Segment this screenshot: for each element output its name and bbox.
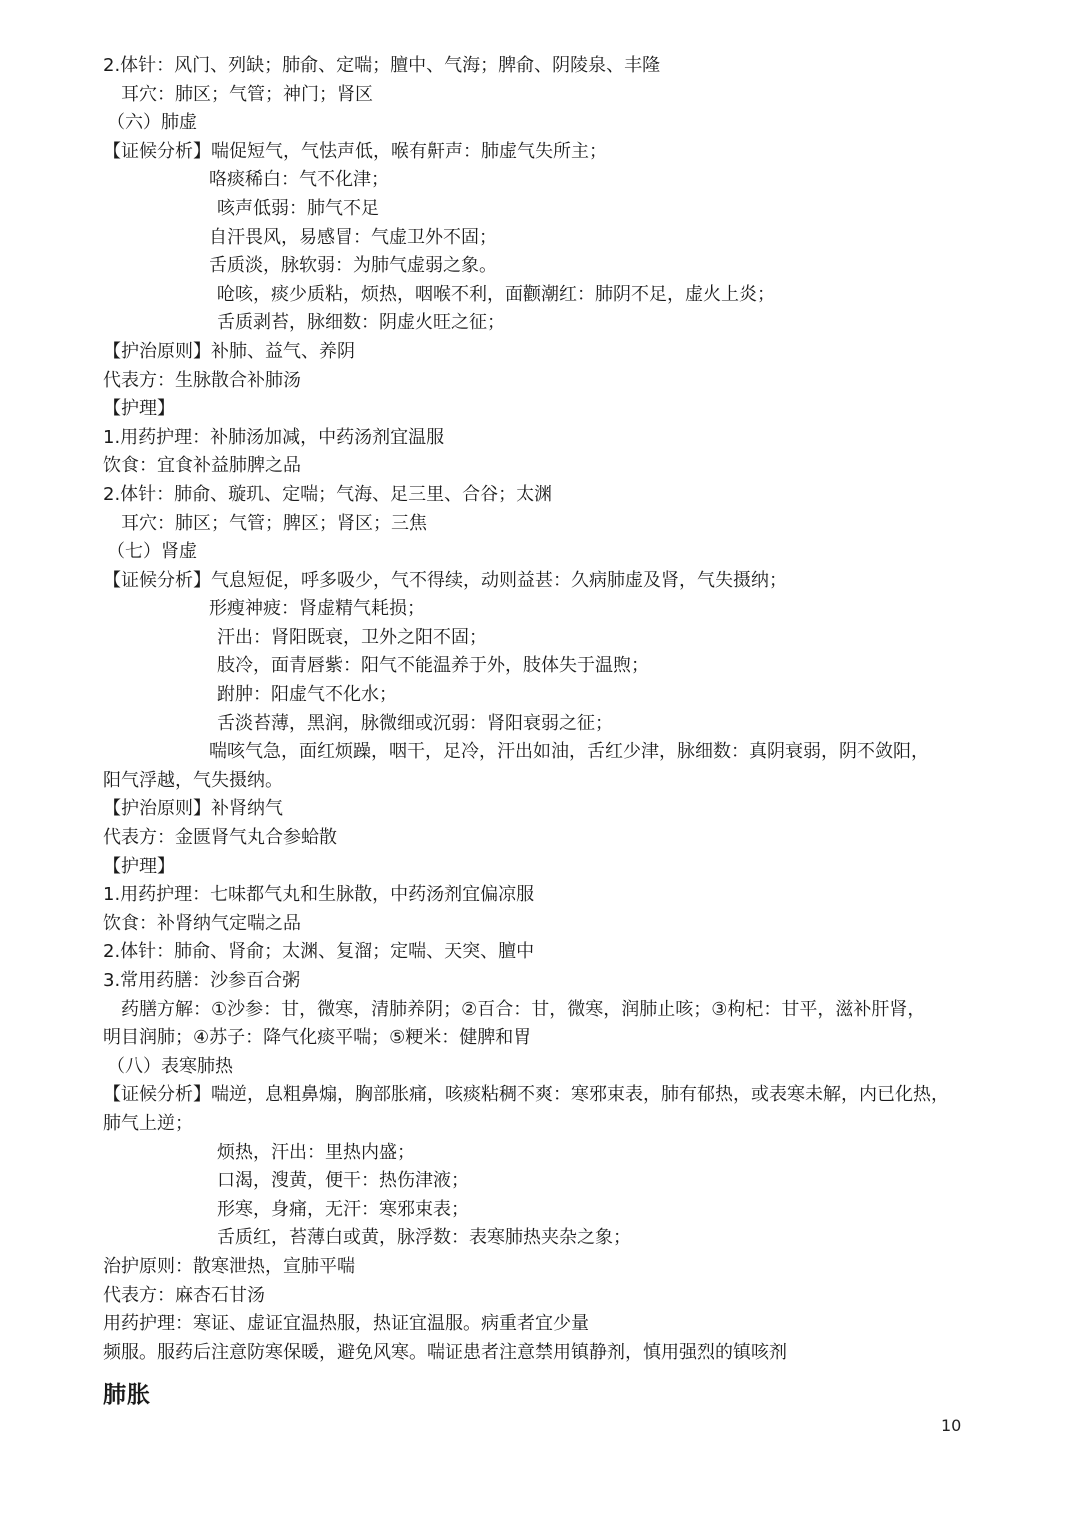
text-line: 跗肿：阳虚气不化水； [217,684,397,706]
text-line: 饮食：补肾纳气定喘之品 [103,912,301,934]
text-line: 饮食：宜食补益肺脾之品 [103,455,301,477]
text-line: 【护理】 [103,855,175,877]
subsection-title: （七）肾虚 [107,541,197,563]
text-line: 咯痰稀白：气不化津； [209,169,389,191]
text-line: 2.体针：肺俞、肾俞；太渊、复溜；定喘、天突、膻中 [103,941,535,963]
text-line: 代表方：麻杏石甘汤 [103,1284,265,1306]
text-line: 1.用药护理：补肺汤加减，中药汤剂宜温服 [103,426,445,448]
text-line: 呛咳，痰少质粘，烦热，咽喉不利，面颧潮红：肺阴不足，虚火上炎； [217,283,775,305]
page-number: 10 [941,1416,962,1435]
subsection-title: （八）表寒肺热 [107,1055,233,1077]
text-line: 舌淡苔薄，黑润，脉微细或沉弱：肾阳衰弱之征； [217,712,613,734]
text-line: 用药护理：寒证、虚证宜温热服，热证宜温服。病重者宜少量 [103,1313,589,1335]
text-line: 汗出：肾阳既衰，卫外之阳不固； [217,626,487,648]
section-heading: 肺胀 [103,1382,151,1408]
text-line: 舌质红，苔薄白或黄，脉浮数：表寒肺热夹杂之象； [217,1227,631,1249]
text-line: 1.用药护理：七味都气丸和生脉散，中药汤剂宜偏凉服 [103,884,535,906]
text-line: 药膳方解：①沙参：甘，微寒，清肺养阴；②百合：甘，微寒，润肺止咳；③枸杞：甘平，滋补肝肾， [121,998,926,1020]
text-line: 【护理】 [103,398,175,420]
text-line: 形瘦神疲：肾虚精气耗损； [209,598,425,620]
text-line: 3.常用药膳：沙参百合粥 [103,970,301,991]
text-line: 耳穴：肺区；气管；神门；肾区 [121,83,373,105]
text-line: 2.体针：风门、列缺；肺俞、定喘；膻中、气海；脾俞、阴陵泉、丰隆 [103,55,661,76]
text-line: 2.体针：肺俞、璇玑、定喘；气海、足三里、合谷；太渊 [103,483,553,505]
text-line: 咳声低弱：肺气不足 [217,197,379,219]
text-line: 【证候分析】喘逆，息粗鼻煽，胸部胀痛，咳痰粘稠不爽：寒邪束表，肺有郁热，或表寒未解，内已化热， [103,1084,949,1106]
text-line: 频服。服药后注意防寒保暖，避免风寒。喘证患者注意禁用镇静剂，慎用强烈的镇咳剂 [103,1341,787,1363]
text-line: 明目润肺；④苏子：降气化痰平喘；⑤粳米：健脾和胃 [103,1027,532,1049]
text-line: 【证候分析】气息短促，呼多吸少，气不得续，动则益甚：久病肺虚及肾，气失摄纳； [103,569,787,591]
text-line: 烦热，汗出：里热内盛； [217,1141,415,1163]
text-line: 【护治原则】补肺、益气、养阴 [103,340,355,362]
document-body [103,52,983,1367]
text-line: 耳穴：肺区；气管；脾区；肾区；三焦 [121,512,427,534]
text-line: 舌质淡，脉软弱：为肺气虚弱之象。 [209,255,497,277]
text-line: 【护治原则】补肾纳气 [103,798,283,820]
text-line: 代表方：金匮肾气丸合参蛤散 [103,827,337,849]
subsection-title: （六）肺虚 [107,112,197,134]
text-line: 阳气浮越，气失摄纳。 [103,769,283,791]
text-line: 口渴，溲黄，便干：热伤津液； [217,1170,469,1192]
text-line: 【证候分析】喘促短气，气怯声低，喉有鼾声：肺虚气失所主； [103,140,607,162]
text-line: 代表方：生脉散合补肺汤 [103,369,301,391]
text-line: 舌质剥苔，脉细数：阴虚火旺之征； [217,312,505,334]
text-line: 肺气上逆； [103,1112,193,1134]
text-line: 自汗畏风，易感冒：气虚卫外不固； [209,226,497,248]
text-line: 治护原则：散寒泄热，宣肺平喘 [103,1255,355,1277]
text-line: 形寒，身痛，无汗：寒邪束表； [217,1198,469,1220]
text-line: 喘咳气急，面红烦躁，咽干，足冷，汗出如油，舌红少津，脉细数：真阴衰弱，阴不敛阳， [209,741,929,763]
text-line: 肢冷，面青唇紫：阳气不能温养于外，肢体失于温煦； [217,655,649,677]
